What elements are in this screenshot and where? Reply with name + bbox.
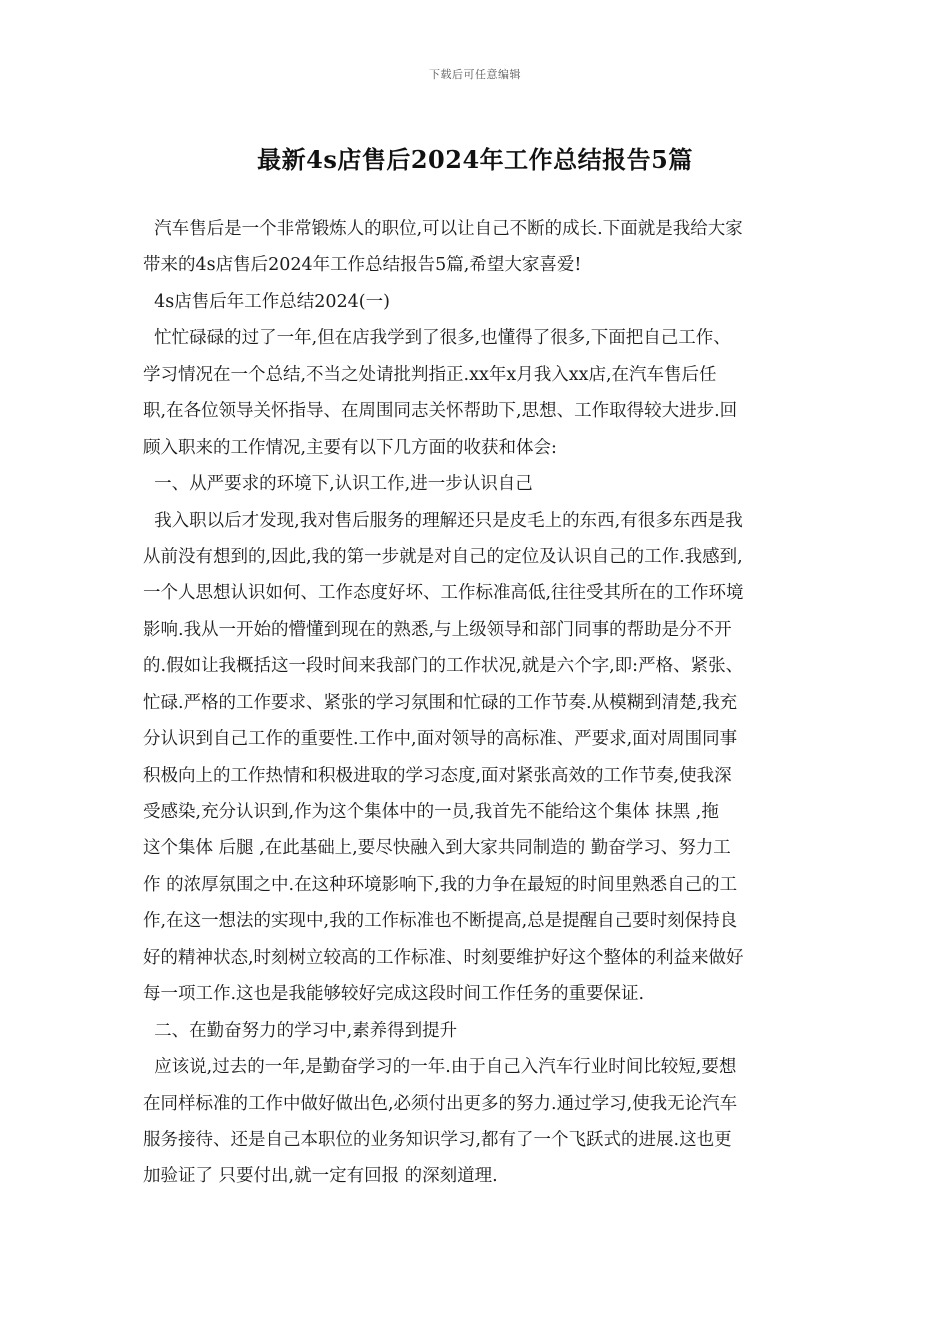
body-line: 作,在这一想法的实现中,我的工作标准也不断提高,总是提醒自己要时刻保持良 [143, 911, 738, 932]
body-line: 影响.我从一开始的懵懂到现在的熟悉,与上级领导和部门同事的帮助是分不开 [143, 619, 732, 640]
body-line: 忙碌.严格的工作要求、紧张的学习氛围和忙碌的工作节奏.从模糊到清楚,我充 [143, 692, 738, 713]
body-line: 在同样标准的工作中做好做出色,必须付出更多的努力.通过学习,使我无论汽车 [143, 1093, 738, 1114]
body-line: 积极向上的工作热情和积极进取的学习态度,面对紧张高效的工作节奏,使我深 [143, 765, 732, 786]
body-line: 汽车售后是一个非常锻炼人的职位,可以让自己不断的成长.下面就是我给大家 [143, 219, 743, 239]
subsection-heading: 二、在勤奋努力的学习中,素养得到提升 [143, 1020, 458, 1041]
body-line: 加验证了 只要付出,就一定有回报 的深刻道理. [143, 1166, 498, 1187]
subsection-heading: 一、从严要求的环境下,认识工作,进一步认识自己 [143, 474, 533, 495]
body-line: 应该说,过去的一年,是勤奋学习的一年.由于自己入汽车行业时间比较短,要想 [143, 1057, 737, 1078]
body-line: 忙忙碌碌的过了一年,但在店我学到了很多,也懂得了很多,下面把自己工作、 [143, 328, 731, 349]
section-heading: 4s店售后年工作总结2024(一) [143, 291, 390, 312]
body-line: 职,在各位领导关怀指导、在周围同志关怀帮助下,思想、工作取得较大进步.回 [143, 401, 738, 422]
body-line: 这个集体 后腿 ,在此基础上,要尽快融入到大家共同制造的 勤奋学习、努力工 [143, 838, 731, 859]
body-line: 受感染,充分认识到,作为这个集体中的一员,我首先不能给这个集体 抹黑 ,拖 [143, 802, 719, 822]
header-note: 下载后可任意编辑 [429, 68, 521, 81]
body-line: 服务接待、还是自己本职位的业务知识学习,都有了一个飞跃式的进展.这也更 [143, 1129, 732, 1150]
document-body [143, 211, 811, 1195]
body-line: 一个人思想认识如何、工作态度好坏、工作标准高低,往往受其所在的工作环境 [143, 583, 744, 604]
document-title: 最新4s店售后2024年工作总结报告5篇 [257, 145, 693, 174]
body-line: 带来的4s店售后2024年工作总结报告5篇,希望大家喜爱! [143, 255, 582, 276]
body-line: 好的精神状态,时刻树立较高的工作标准、时刻要维护好这个整体的利益来做好 [143, 947, 744, 968]
body-line: 我入职以后才发现,我对售后服务的理解还只是皮毛上的东西,有很多东西是我 [143, 510, 743, 531]
body-line: 从前没有想到的,因此,我的第一步就是对自己的定位及认识自己的工作.我感到, [143, 546, 743, 567]
body-line: 的.假如让我概括这一段时间来我部门的工作状况,就是六个字,即:严格、紧张、 [143, 656, 744, 677]
body-line: 作 的浓厚氛围之中.在这种环境影响下,我的力争在最短的时间里熟悉自己的工 [143, 874, 738, 895]
body-line: 每一项工作.这也是我能够较好完成这段时间工作任务的重要保证. [143, 984, 645, 1005]
body-line: 分认识到自己工作的重要性.工作中,面对领导的高标准、严要求,面对周围同事 [143, 729, 738, 750]
body-line: 顾入职来的工作情况,主要有以下几方面的收获和体会: [143, 437, 557, 458]
body-line: 学习情况在一个总结,不当之处请批判指正.xx年x月我入xx店,在汽车售后任 [143, 364, 717, 385]
